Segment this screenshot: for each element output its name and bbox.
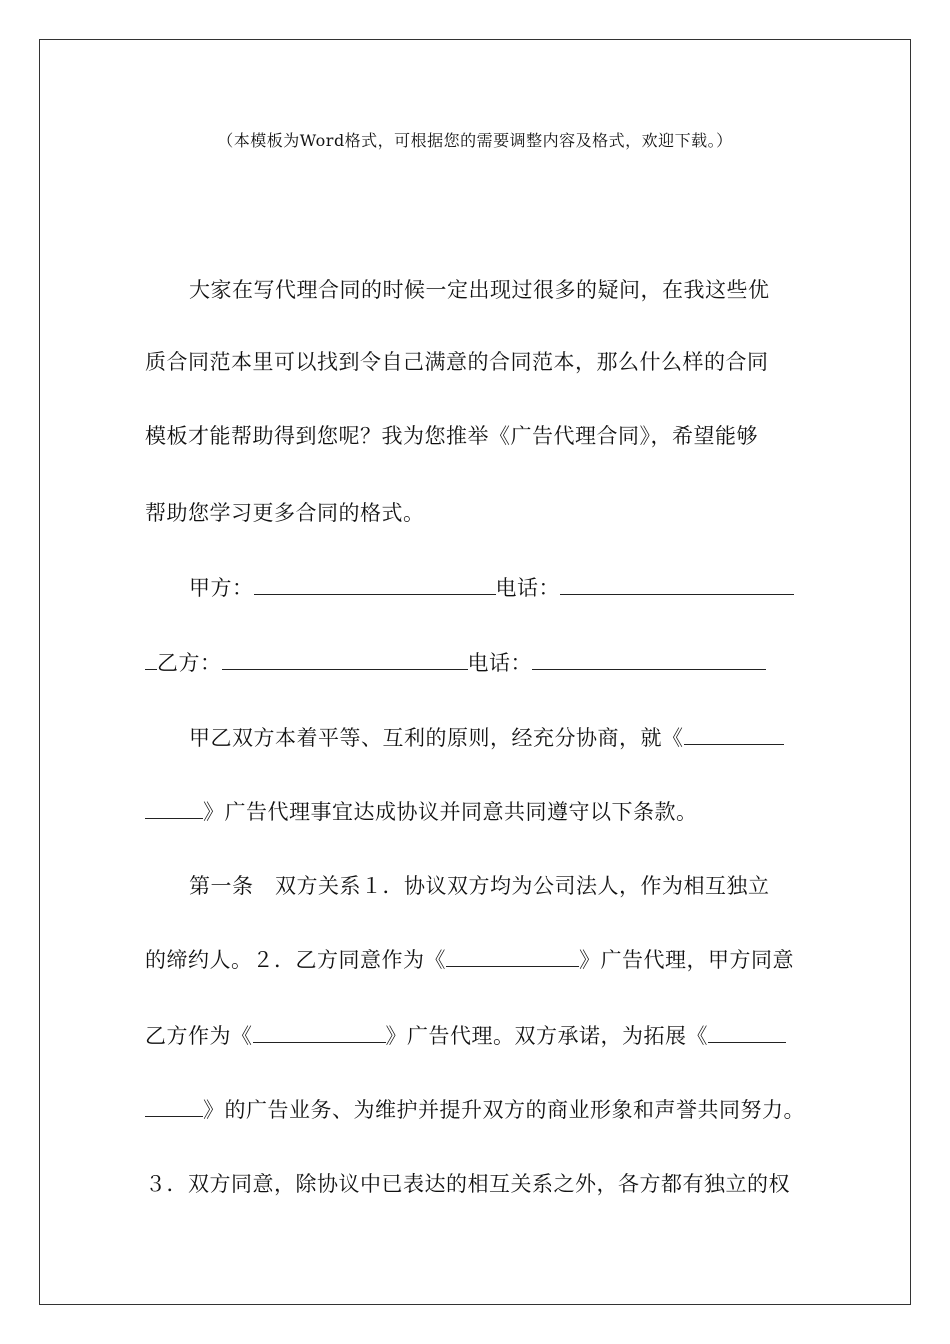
- party-b-line: [145, 648, 815, 678]
- party-a-line: [145, 573, 815, 603]
- intro-line-4: 帮助您学习更多合同的格式。: [145, 501, 425, 525]
- intro-line-2: 质合同范本里可以找到令自己满意的合同范本，那么什么样的合同: [145, 350, 769, 374]
- agreement-line-1: [145, 723, 815, 753]
- article1-agent-blank-1[interactable]: [446, 946, 579, 967]
- party-b-label: 乙方：: [157, 651, 222, 675]
- article1-agent-blank-2[interactable]: [253, 1022, 386, 1043]
- article1-text-3a: 乙方作为《: [145, 1024, 253, 1048]
- party-b-blank[interactable]: [222, 649, 468, 670]
- article1-text-2b: 》广告代理，甲方同意: [579, 948, 794, 972]
- article1-text-2a: 的缔约人。２．乙方同意作为《: [145, 948, 446, 972]
- article1-text-4: 》的广告业务、为维护并提升双方的商业形象和声誉共同努力。: [203, 1098, 805, 1122]
- party-a-blank[interactable]: [254, 574, 496, 595]
- agreement-name-blank-cont[interactable]: [145, 798, 203, 819]
- article1-line-1: 第一条 双方关系１．协议双方均为公司法人，作为相互独立: [189, 874, 770, 898]
- agreement-text-2: 》广告代理事宜达成协议并同意共同遵守以下条款。: [203, 800, 698, 824]
- agreement-name-blank[interactable]: [684, 724, 784, 745]
- article1-expand-blank-cont[interactable]: [145, 1096, 203, 1117]
- party-a-phone-label: 电话：: [495, 576, 560, 600]
- article1-line-3: [145, 1021, 815, 1051]
- party-a-phone-blank[interactable]: [560, 574, 794, 595]
- intro-line-3: 模板才能帮助得到您呢？我为您推举《广告代理合同》，希望能够: [145, 424, 758, 448]
- party-b-phone-blank[interactable]: [532, 649, 766, 670]
- agreement-text-1: 甲乙双方本着平等、互利的原则，经充分协商，就《: [189, 726, 684, 750]
- article1-line-4: [145, 1095, 815, 1125]
- article1-line-5: ３．双方同意，除协议中已表达的相互关系之外，各方都有独立的权: [145, 1172, 790, 1196]
- template-note: （本模板为Word格式，可根据您的需要调整内容及格式，欢迎下载。）: [217, 131, 733, 150]
- intro-line-1: 大家在写代理合同的时候一定出现过很多的疑问，在我这些优: [189, 278, 770, 302]
- article1-line-2: [145, 945, 815, 975]
- agreement-line-2: [145, 797, 815, 827]
- party-a-label: 甲方：: [189, 576, 254, 600]
- article1-text-3b: 》广告代理。双方承诺，为拓展《: [385, 1024, 708, 1048]
- article1-expand-blank[interactable]: [708, 1022, 786, 1043]
- party-b-lead-blank: [145, 649, 157, 670]
- party-b-phone-label: 电话：: [467, 651, 532, 675]
